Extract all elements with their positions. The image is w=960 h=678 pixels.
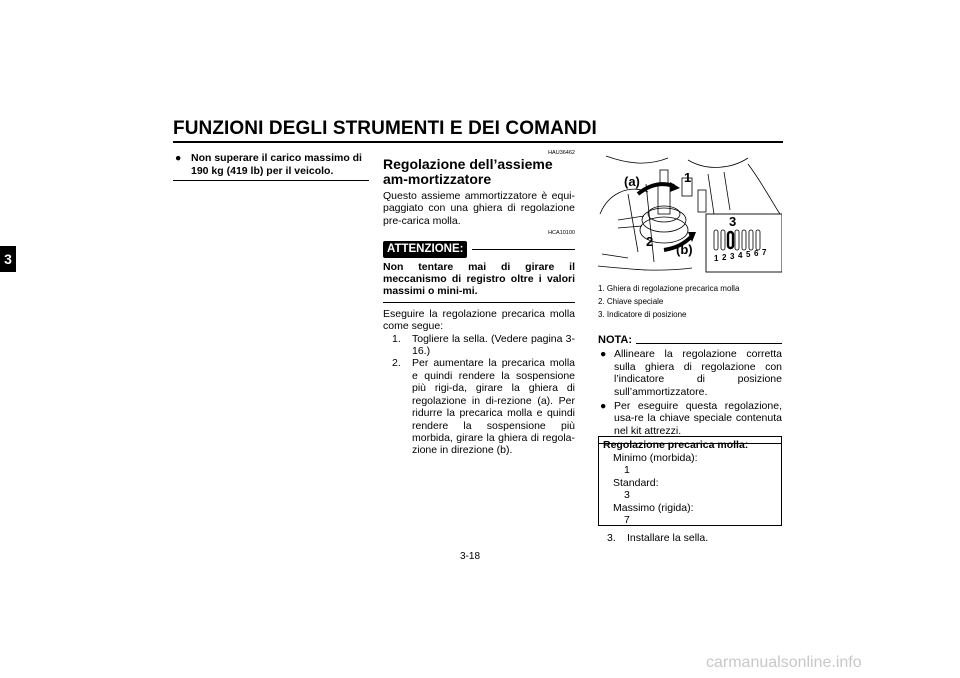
bullet-icon: ● bbox=[600, 348, 607, 361]
spec-heading: Regolazione precarica molla: bbox=[603, 439, 749, 451]
section-column bbox=[383, 150, 575, 457]
caution-header bbox=[383, 241, 575, 257]
direction-a-arrow bbox=[638, 184, 674, 194]
nota-text: Per eseguire questa regolazione, usa-re la chiave speciale contenuta nel kit attrezzi. bbox=[614, 400, 782, 437]
section-heading: Regolazione dell’assieme am-mortizzatore bbox=[383, 156, 553, 187]
warning-item bbox=[173, 152, 369, 178]
step-number: 3. bbox=[607, 532, 616, 544]
figure-captions bbox=[598, 282, 782, 321]
chapter-tab: 3 bbox=[0, 246, 16, 272]
bullet-icon: ● bbox=[175, 152, 182, 164]
caution-rule bbox=[472, 249, 575, 250]
callout-b: (b) bbox=[676, 242, 693, 257]
figure-caption: 1. Ghiera di regolazione precarica molla bbox=[598, 284, 740, 293]
bullet-icon: ● bbox=[600, 400, 607, 413]
figure-caption: 3. Indicatore di posizione bbox=[598, 310, 687, 319]
caution-end-rule bbox=[383, 302, 575, 303]
shock-absorber-illustration bbox=[598, 154, 782, 280]
spec-max-value: 7 bbox=[624, 514, 630, 526]
spec-min-value: 1 bbox=[624, 464, 630, 476]
scale-label: 5 bbox=[746, 250, 751, 259]
caution-label: ATTENZIONE: bbox=[383, 241, 467, 257]
position-indicator-inset bbox=[706, 214, 782, 272]
callout-a: (a) bbox=[624, 174, 640, 189]
warning-end-rule bbox=[173, 180, 369, 181]
nota-rule bbox=[636, 343, 782, 344]
step-item bbox=[383, 357, 575, 456]
scale-label: 4 bbox=[738, 251, 743, 260]
scale-label: 3 bbox=[730, 252, 735, 261]
spec-std-label: Standard: bbox=[613, 476, 659, 489]
scale-label: 1 bbox=[714, 254, 719, 263]
scale-label: 6 bbox=[754, 249, 759, 258]
scale-label: 2 bbox=[722, 253, 727, 262]
nota-text: Allineare la regolazione corretta sulla ghiera di regolazione con l’indicatore di posizione sull’ammortizzatore. bbox=[614, 348, 782, 398]
spec-box bbox=[598, 436, 782, 526]
title-rule bbox=[173, 141, 783, 143]
procedure-intro: Eseguire la regolazione precarica molla come segue: bbox=[383, 307, 575, 333]
section-code: HAU36462 bbox=[548, 150, 575, 156]
caution-text: Non tentare mai di girare il meccanismo di registro oltre i valori massimi o mini-mi. bbox=[383, 260, 575, 298]
page-number: 3-18 bbox=[460, 551, 481, 562]
spec-std-value: 3 bbox=[624, 489, 630, 501]
warning-text: Non superare il carico massimo di 190 kg (419 lb) per il veicolo. bbox=[191, 152, 362, 177]
step-number: 2. bbox=[392, 357, 401, 370]
figure-caption: 2. Chiave speciale bbox=[598, 297, 664, 306]
callout-1: 1 bbox=[684, 170, 692, 185]
page-title: FUNZIONI DEGLI STRUMENTI E DEI COMANDI bbox=[173, 118, 597, 139]
caution-code: HCA10100 bbox=[548, 230, 575, 237]
section-intro: Questo assieme ammortizzatore è equi-paggiato con una ghiera di regolazione pre-carica molla. bbox=[383, 190, 575, 227]
step-item bbox=[383, 333, 575, 358]
step-number: 1. bbox=[392, 332, 401, 345]
callout-3: 3 bbox=[729, 214, 737, 229]
nota-header bbox=[598, 334, 782, 346]
arrowhead-a-icon bbox=[670, 182, 680, 192]
watermark: carmanualsonline.info bbox=[706, 654, 862, 671]
nota-item bbox=[598, 400, 782, 437]
scale-label: 7 bbox=[762, 248, 767, 257]
step-text: Per aumentare la precarica molla e quindi rendere la sospensione più rigi-da, girare la ghiera di regolazione in di-rezione (a). Per ridurre la precarica molla e quindi rendere la sospensione più morbida, girare la ghiera di regola-zione in direzione (b). bbox=[412, 357, 575, 457]
step-text: Installare la sella. bbox=[627, 532, 709, 544]
warning-continued bbox=[173, 152, 369, 181]
step-item bbox=[598, 532, 782, 544]
nota-block bbox=[598, 334, 782, 444]
callout-2: 2 bbox=[646, 234, 654, 249]
spec-max-label: Massimo (rigida): bbox=[613, 501, 694, 514]
spec-min-label: Minimo (morbida): bbox=[613, 451, 698, 464]
step-text: Togliere la sella. (Vedere pagina 3-16.) bbox=[412, 332, 575, 358]
nota-item bbox=[598, 348, 782, 398]
nota-label: NOTA: bbox=[598, 334, 633, 346]
